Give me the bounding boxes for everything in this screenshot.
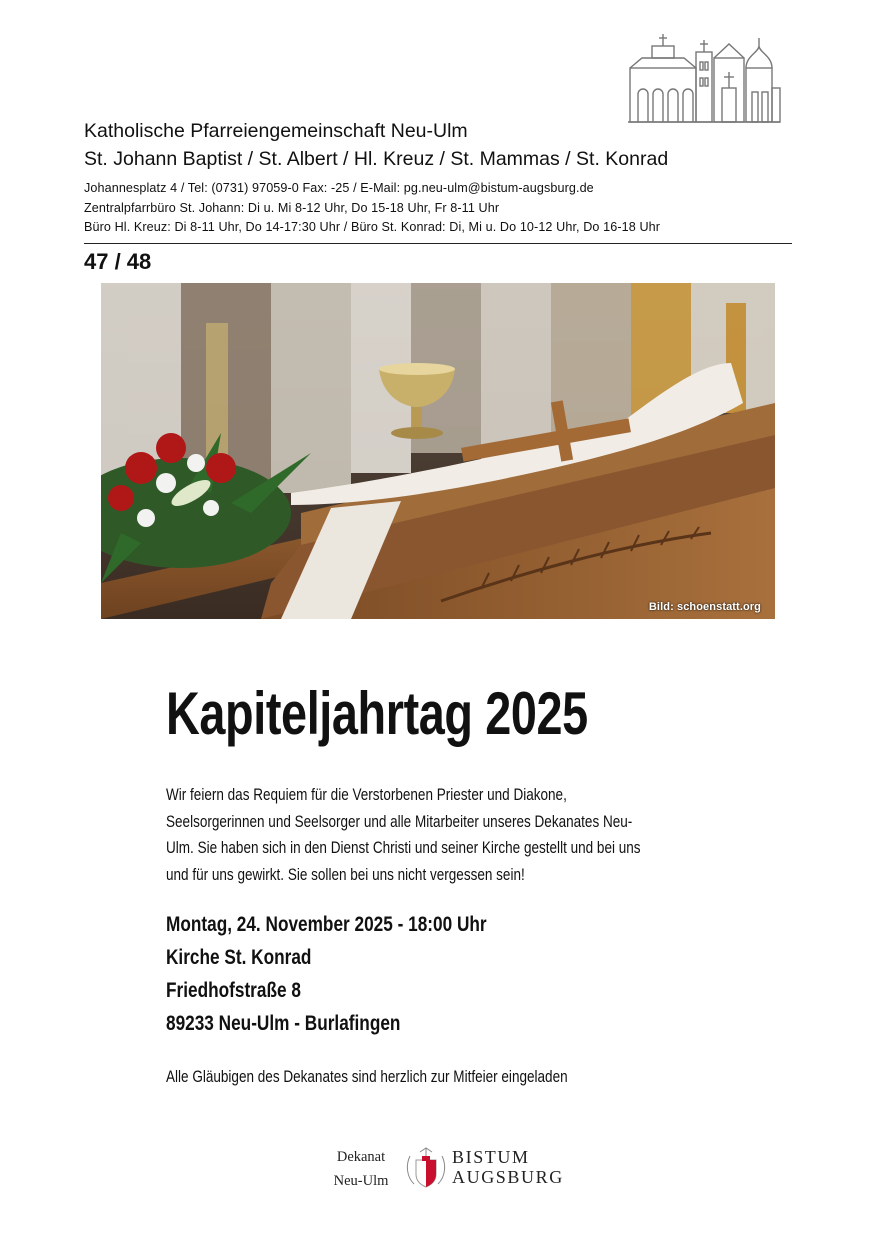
- photo-credit: Bild: schoenstatt.org: [648, 601, 761, 613]
- event-place: Kirche St. Konrad: [166, 946, 312, 969]
- intro-line: Ulm. Sie haben sich in den Dienst Christi und seiner Kirche gestellt und bei uns: [166, 839, 641, 857]
- intro-line: Wir feiern das Requiem für die Verstorbenen Priester und Diakone,: [166, 786, 567, 804]
- organization-name: Katholische Pfarreiengemeinschaft Neu-Ulm: [84, 120, 468, 142]
- bistum-augsburg-logo: [452, 1147, 564, 1187]
- invitation-text: [166, 1068, 656, 1087]
- issue-number: 47 / 48: [84, 249, 152, 274]
- intro-line: und für uns gewirkt. Sie sollen bei uns nicht vergessen sein!: [166, 865, 525, 884]
- intro-line: Seelsorgerinnen und Seelsorger und alle Mitarbeiter unseres Dekanates Neu-: [166, 812, 633, 831]
- contact-address-line: Johannesplatz 4 / Tel: (0731) 97059-0 Fax: -25 / E-Mail: pg.neu-ulm@bistum-augsburg.de: [84, 181, 594, 195]
- event-details: [166, 908, 557, 1040]
- bistum-line2: AUGSBURG: [452, 1167, 564, 1187]
- bistum-line1: BISTUM: [452, 1147, 530, 1167]
- office-hours-branches: Büro Hl. Kreuz: Di 8-11 Uhr, Do 14-17:30 Uhr / Büro St. Konrad: Di, Mi u. Do 10-12 Uhr, Do 16-18 Uhr: [84, 220, 661, 234]
- organization-header: [84, 117, 668, 173]
- church-skyline-icon: [626, 32, 782, 124]
- dekanat-label: [322, 1145, 400, 1193]
- invitation-line: Alle Gläubigen des Dekanates sind herzlich zur Mitfeier eingeladen: [166, 1068, 568, 1086]
- coffin-photo: [101, 283, 775, 619]
- intro-text: [166, 782, 745, 888]
- diocese-crest-icon: [404, 1146, 448, 1188]
- event-city: 89233 Neu-Ulm - Burlafingen: [166, 1012, 401, 1035]
- coffin-photo-illustration: [101, 283, 775, 619]
- event-headline: Kapiteljahrtag 2025: [166, 680, 588, 747]
- dekanat-line1: Dekanat: [336, 1149, 386, 1165]
- office-hours-main: Zentralpfarrbüro St. Johann: Di u. Mi 8-12 Uhr, Do 15-18 Uhr, Fr 8-11 Uhr: [84, 200, 500, 215]
- header-divider: [84, 243, 792, 244]
- parish-list: St. Johann Baptist / St. Albert / Hl. Kreuz / St. Mammas / St. Konrad: [84, 148, 669, 170]
- event-street: Friedhofstraße 8: [166, 979, 301, 1002]
- contact-info: [84, 179, 660, 238]
- event-date: Montag, 24. November 2025 - 18:00 Uhr: [166, 913, 487, 936]
- dekanat-line2: Neu-Ulm: [333, 1173, 389, 1189]
